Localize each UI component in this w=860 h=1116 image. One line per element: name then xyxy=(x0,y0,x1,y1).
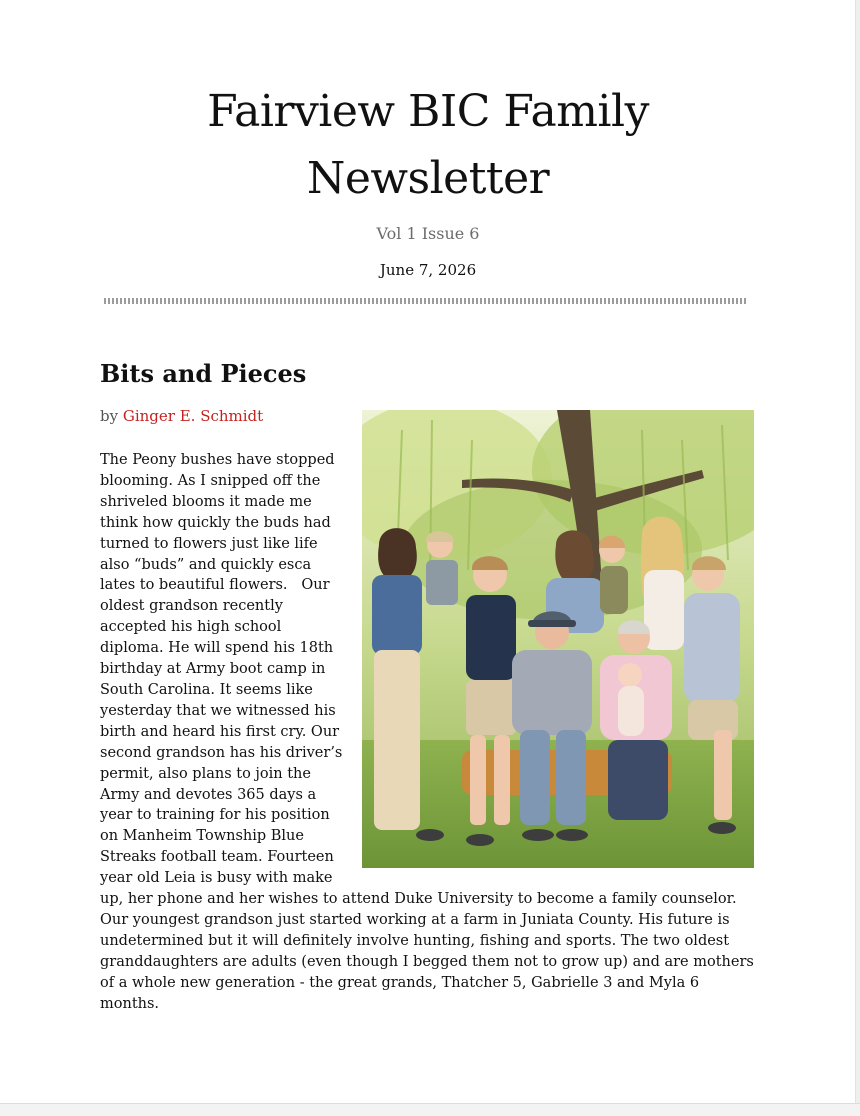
byline-prefix: by xyxy=(100,407,119,425)
author-link[interactable]: Ginger E. Schmidt xyxy=(122,407,264,425)
article-body: The Peony bushes have stopped blooming. As I snipped off the shriveled blooms it made me think how quickly the buds had turned to flowers just like life also “buds” and quickly esca lates to beautiful flowers. Our oldest grandson recently accepted his high school diploma. He will spend his 18th birthday at Army boot camp in South Carolina. It seems like yesterday that we witnessed his birth and heard his first cry. Our second grandson has his driver’s permit, also plans to join the Army and devotes 365 days a year to training for his position on Manheim Township Blue Streaks football team. Fourteen year old Leia is busy with make up, her phone and her wishes to attend Duke University to become a family counselor. Our youngest grandson just started working at a farm in Juniata County. His future is undetermined but it will definitely involve hunting, fishing and sports. The two oldest granddaughters are adults (even though I begged them not to grow up) and are mothers of a whole new generation - the great grands, Thatcher 5, Gabrielle 3 and Myla 6 months. xyxy=(100,452,754,1012)
issue-date: June 7, 2026 xyxy=(379,261,477,279)
page-edge-right xyxy=(855,0,860,1116)
dotted-divider xyxy=(104,298,748,304)
article-heading: Bits and Pieces xyxy=(100,359,307,388)
newsletter-title: Fairview BIC Family Newsletter xyxy=(207,86,649,204)
article xyxy=(100,404,756,1014)
masthead xyxy=(100,78,756,279)
page-edge-bottom xyxy=(0,1103,860,1116)
family-photo xyxy=(362,410,754,868)
issue-number: Vol 1 Issue 6 xyxy=(376,224,480,243)
